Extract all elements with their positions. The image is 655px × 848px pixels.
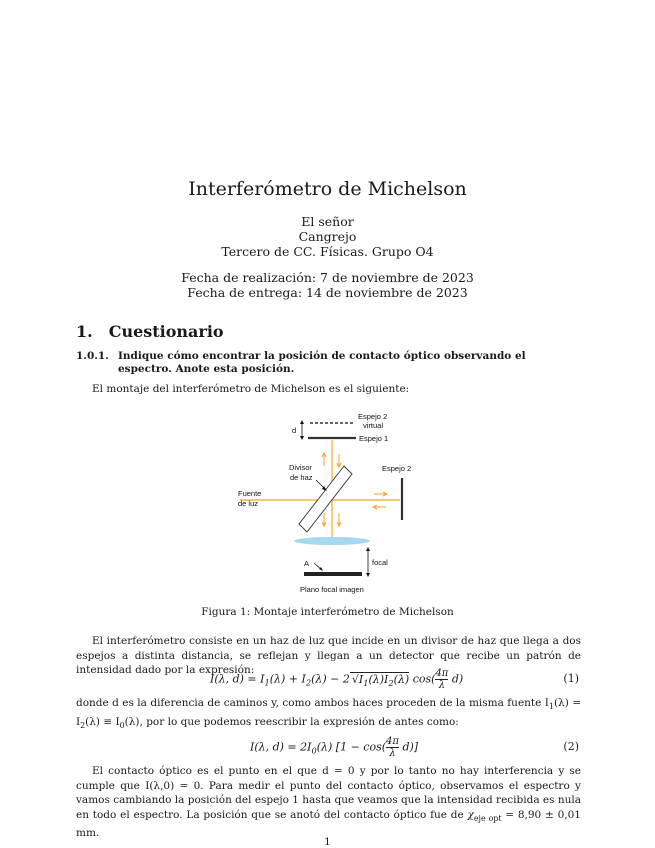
author-line-3: Tercero de CC. Físicas. Grupo O4 (221, 244, 434, 259)
label-espejo1: Espejo 1 (359, 434, 389, 443)
label-espejo2-virtual-1: Espejo 2 (358, 412, 388, 421)
paper-title: Interferómetro de Michelson (188, 178, 467, 200)
paragraph-1: El interferómetro consiste en un haz de luz que incide en un divisor de haz que llega a dos espejos a distinta distancia, se reflejan y llegan a un detector que recibe un patrón de intensidad dado por la expresión: (76, 635, 581, 676)
equation-1: I(λ, $d) = I_1(\lambda) + I_2(\lambda) - 2$ $√I_1(\lambda)I_2(\lambda)$ cos( $\frac{4\pi}{\lambda}$ d) (210, 668, 464, 691)
label-espejo2: Espejo 2 (382, 464, 412, 473)
section-title: Cuestionario (108, 322, 224, 341)
label-divisor-1: Divisor (289, 463, 312, 472)
section-number: 1. (76, 322, 93, 341)
section-heading (76, 322, 240, 341)
paragraph-2: donde d es la diferencia de caminos y, como ambos haces proceden de la misma fuente $I_1(\lambda) = I_2(\lambda) \equiv I_0(\lambda)$, por lo que podemos reescribir la expresión de antes como: (76, 697, 581, 730)
figure-caption: Figura 1: Montaje interferómetro de Michelson (201, 606, 454, 618)
equation-2: I(λ, $d) = 2I_0(\lambda) [1 - \cos$( $\frac{4\pi}{\lambda}$ d)] (250, 736, 419, 759)
label-fuente-2: de luz (238, 499, 259, 508)
paragraph-intro: El montaje del interferómetro de Michelson es el siguiente: (92, 383, 410, 395)
page-number: 1 (324, 836, 331, 848)
subsection-number: 1.0.1. (76, 350, 109, 362)
subsection-heading (76, 350, 581, 376)
label-plano-focal: Plano focal imagen (300, 585, 364, 594)
focal-plane (304, 572, 362, 576)
author-line-1: El señor (301, 214, 354, 229)
paragraph-3-part-a: El contacto óptico es el punto en el que d = 0 y por lo tanto no hay interferencia y se cumple que I(λ,0) = 0. Para medir el punto del contacto óptico, observamos el espectro y vamos cambiando la posición del espejo 1 hasta que veamos que la intensidad recibida es nula en todo el espectro. La posición que se anotó del contacto óptico fue de (76, 765, 582, 821)
subsection-title: Indique cómo encontrar la posición de contacto óptico observando el espectro. Anote esta posición. (118, 350, 526, 375)
author-line-2: Cangrejo (298, 229, 357, 244)
paragraph-2-part-b: por lo que podemos reescribir la expresión de antes como: (146, 715, 459, 728)
date-entrega: Fecha de entrega: 14 de noviembre de 2023 (187, 285, 468, 300)
date-realizacion: Fecha de realización: 7 de noviembre de 2023 (181, 270, 474, 285)
label-divisor-2: de haz (290, 473, 313, 482)
paragraph-3-part-b: = 8,90 ± 0,01 mm. (76, 808, 581, 840)
paragraph-3: El contacto óptico es el punto en el que d = 0 y por lo tanto no hay interferencia y se cumple que I(λ,0) = 0. Para medir el punto del contacto óptico, observamos el espectro y vamos cambiando la posición del espejo 1 hasta que veamos que la intensidad recibida es nula en todo el espectro. La posición que se anotó del contacto óptico fue de $\chi_{eje opt} = 8,90 \pm 0,01$ mm. (76, 765, 582, 840)
label-espejo2-virtual-2: virtual (363, 421, 384, 430)
equation-1-number: (1) (563, 672, 579, 685)
label-focal: focal (372, 558, 388, 567)
label-fuente-1: Fuente (238, 489, 262, 498)
michelson-diagram (232, 408, 432, 598)
lens (294, 537, 370, 545)
label-a: A (304, 559, 310, 568)
label-d: d (292, 426, 297, 435)
equation-2-number: (2) (563, 740, 579, 753)
paragraph-2-part-a: donde d es la diferencia de caminos y, como ambos haces proceden de la misma fuente I (76, 697, 549, 709)
